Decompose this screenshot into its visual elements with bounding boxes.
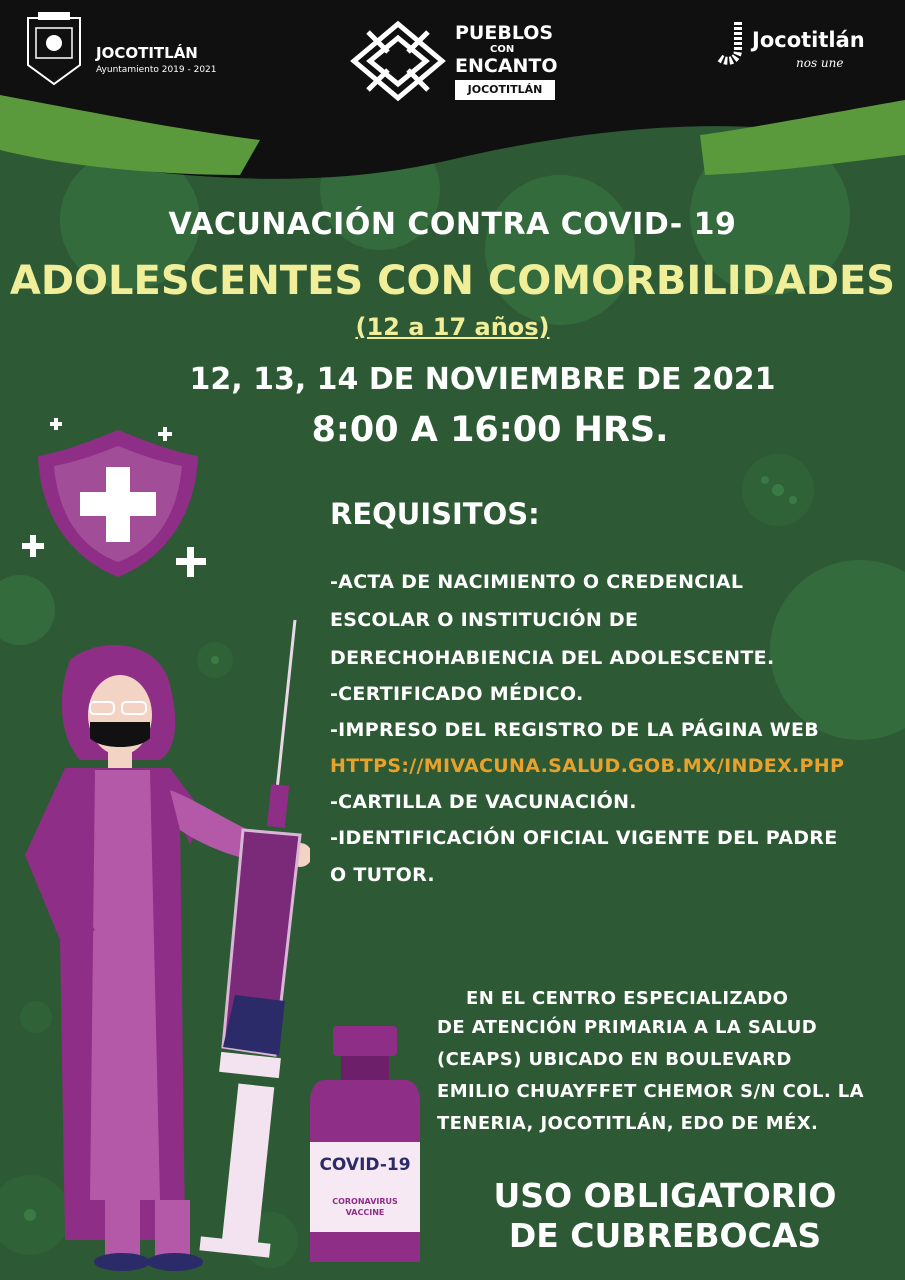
location-line: EMILIO CHUAYFFET CHEMOR S/N COL. LA	[437, 1081, 864, 1102]
registration-link[interactable]: HTTPS://MIVACUNA.SALUD.GOB.MX/INDEX.PHP	[330, 755, 845, 777]
header-background	[0, 0, 905, 180]
pueblos-line2: CON	[490, 44, 515, 55]
location-line: EN EL CENTRO ESPECIALIZADO	[466, 988, 789, 1009]
title-line2: ADOLESCENTES CON COMORBILIDADES	[9, 258, 896, 304]
title-line1: VACUNACIÓN CONTRA COVID- 19	[168, 207, 737, 242]
brand-j-logo-icon	[708, 18, 756, 66]
brand-name: Jocotitlán	[752, 28, 865, 52]
event-hours: 8:00 A 16:00 HRS.	[311, 410, 669, 450]
vial-label: COVID-19	[319, 1155, 411, 1175]
vial-sub1: CORONAVIRUS	[332, 1197, 398, 1206]
location-line: DE ATENCIÓN PRIMARIA A LA SALUD	[437, 1017, 818, 1038]
vial-sub2: VACCINE	[345, 1208, 385, 1217]
syringe-icon	[195, 615, 315, 1270]
mask-notice-line1: USO OBLIGATORIO	[493, 1176, 837, 1215]
vaccine-vial-icon	[305, 1022, 425, 1272]
pueblos-tag: JOCOTITLÁN	[455, 80, 555, 100]
pueblos-magicos-logo-icon	[348, 18, 448, 104]
requirement-line: -CARTILLA DE VACUNACIÓN.	[330, 791, 637, 813]
event-dates: 12, 13, 14 DE NOVIEMBRE DE 2021	[189, 362, 776, 397]
brand-tagline: nos une	[796, 56, 844, 70]
requirement-line: -ACTA DE NACIMIENTO O CREDENCIAL	[330, 571, 744, 593]
mask-notice-line2: DE CUBREBOCAS	[508, 1216, 822, 1255]
pueblos-line1: PUEBLOS	[455, 22, 554, 44]
requirement-line: -IDENTIFICACIÓN OFICIAL VIGENTE DEL PADRE	[330, 827, 838, 849]
requirements-heading: REQUISITOS:	[330, 497, 540, 531]
requirement-line: ESCOLAR O INSTITUCIÓN DE	[330, 609, 639, 631]
age-range: (12 a 17 años)	[355, 313, 550, 341]
header-banner	[0, 0, 905, 175]
requirement-line: DERECHOHABIENCIA DEL ADOLESCENTE.	[330, 647, 775, 669]
requirement-line: -CERTIFICADO MÉDICO.	[330, 683, 584, 705]
municipality-subtitle: Ayuntamiento 2019 - 2021	[96, 65, 217, 75]
municipality-name: JOCOTITLÁN	[96, 44, 198, 62]
location-line: TENERIA, JOCOTITLÁN, EDO DE MÉX.	[437, 1113, 819, 1134]
requirement-line: O TUTOR.	[330, 864, 435, 886]
pueblos-line3: ENCANTO	[455, 55, 558, 77]
location-line: (CEAPS) UBICADO EN BOULEVARD	[437, 1049, 792, 1070]
shield-cross-icon	[18, 412, 218, 582]
municipal-crest-icon	[20, 10, 88, 90]
requirement-line: -IMPRESO DEL REGISTRO DE LA PÁGINA WEB	[330, 719, 820, 741]
